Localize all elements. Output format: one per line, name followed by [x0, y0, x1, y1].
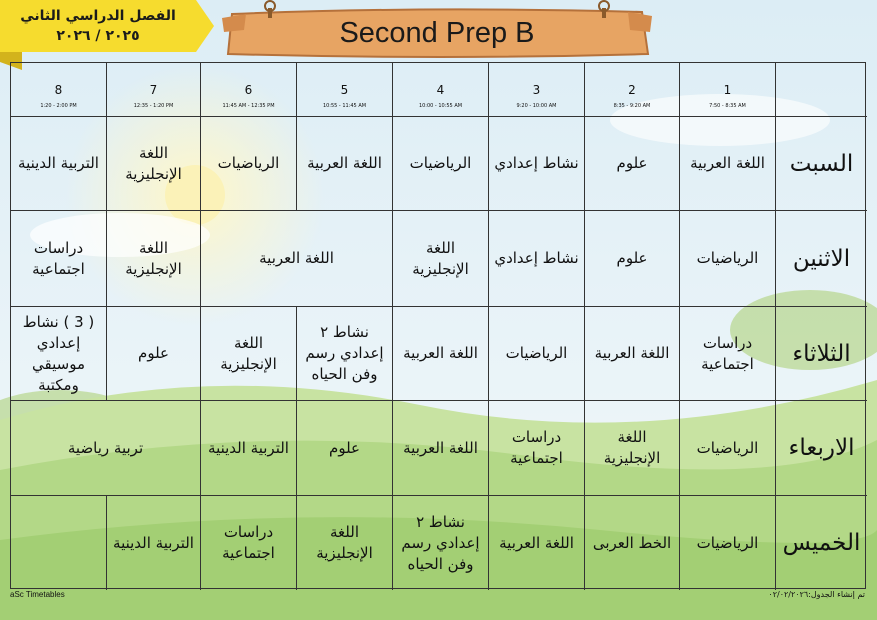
period-time: 12:35 - 1:20 PM	[133, 103, 174, 109]
period-number: 8	[54, 83, 63, 97]
lesson-cell: اللغة الإنجليزية	[107, 117, 201, 211]
lesson-cell: ( 3 ) نشاط إعدادي موسيقي ومكتبة	[11, 307, 107, 401]
footer-created-date: تم إنشاء الجدول:٠٢/٠٢/٢٠٢٦	[768, 590, 865, 599]
lesson-cell: الرياضيات	[201, 117, 297, 211]
period-time: 11:45 AM - 12:35 PM	[222, 103, 275, 109]
timetable-grid	[10, 62, 866, 589]
lesson-cell: علوم	[585, 211, 680, 307]
lesson-cell: اللغة العربية	[585, 307, 680, 401]
lesson-cell: علوم	[297, 401, 393, 496]
semester-label	[0, 6, 196, 46]
lesson-cell: دراسات اجتماعية	[11, 211, 107, 307]
lesson-cell: التربية الدينية	[11, 117, 107, 211]
lesson-cell: علوم	[585, 117, 680, 211]
lesson-cell	[11, 496, 107, 590]
lesson-cell: الخط العربى	[585, 496, 680, 590]
lesson-cell: دراسات اجتماعية	[680, 307, 776, 401]
day-label: الخميس	[782, 530, 861, 556]
lesson-cell: دراسات اجتماعية	[201, 496, 297, 590]
period-number: 2	[628, 83, 636, 97]
period-header	[297, 63, 393, 117]
period-header	[489, 63, 585, 117]
lesson-cell: اللغة الإنجليزية	[297, 496, 393, 590]
day-label: الاربعاء	[776, 401, 867, 496]
lesson-cell: اللغة العربية	[201, 211, 393, 307]
period-number: 1	[723, 83, 732, 97]
lesson-cell: اللغة الإنجليزية	[585, 401, 680, 496]
lesson-cell: الرياضيات	[680, 496, 776, 590]
academic-year: ٢٠٢٥ / ٢٠٢٦	[56, 28, 140, 44]
lesson-cell: اللغة العربية	[393, 401, 489, 496]
period-time: 10:00 - 10:55 AM	[418, 103, 463, 109]
lesson-cell: اللغة الإنجليزية	[201, 307, 297, 401]
semester-title: الفصل الدراسي الثاني	[20, 8, 176, 24]
day-label: الاثنين	[776, 211, 867, 307]
lesson-cell: تربية رياضية	[11, 401, 201, 496]
footer-brand: aSc Timetables	[10, 590, 65, 599]
corner-cell	[776, 63, 867, 117]
period-time: 9:20 - 10:00 AM	[516, 103, 557, 109]
lesson-cell: اللغة العربية	[680, 117, 776, 211]
day-label: الثلاثاء	[776, 307, 867, 401]
lesson-cell: نشاط ٢ إعدادي رسم وفن الحياه	[297, 307, 393, 401]
day-label: السبت	[776, 117, 867, 211]
period-number: 7	[149, 83, 158, 97]
lesson-cell: دراسات اجتماعية	[489, 401, 585, 496]
period-header	[201, 63, 297, 117]
lesson-cell: التربية الدينية	[201, 401, 297, 496]
lesson-cell: الرياضيات	[489, 307, 585, 401]
period-time: 1:20 - 2:00 PM	[40, 103, 77, 109]
lesson-cell: علوم	[107, 307, 201, 401]
lesson-cell: اللغة العربية	[489, 496, 585, 590]
lesson-cell: اللغة الإنجليزية	[393, 211, 489, 307]
period-number: 4	[436, 83, 445, 97]
period-header	[107, 63, 201, 117]
period-number: 3	[532, 83, 541, 97]
period-time: 10:55 - 11:45 AM	[322, 103, 367, 109]
class-title: Second Prep B	[339, 17, 535, 49]
lesson-cell: الرياضيات	[393, 117, 489, 211]
lesson-cell: نشاط ٢ إعدادي رسم وفن الحياه	[393, 496, 489, 590]
period-time: 8:35 - 9:20 AM	[613, 103, 651, 109]
period-time: 7:50 - 8:35 AM	[709, 103, 746, 109]
lesson-cell: الرياضيات	[680, 211, 776, 307]
lesson-cell: التربية الدينية	[107, 496, 201, 590]
period-header	[11, 63, 107, 117]
lesson-cell: نشاط إعدادي	[489, 117, 585, 211]
lesson-cell: اللغة العربية	[393, 307, 489, 401]
period-header	[585, 63, 680, 117]
lesson-cell: اللغة الإنجليزية	[107, 211, 201, 307]
lesson-cell: نشاط إعدادي	[489, 211, 585, 307]
period-number: 5	[340, 83, 349, 97]
lesson-cell: اللغة العربية	[297, 117, 393, 211]
period-header	[680, 63, 776, 117]
period-number: 6	[244, 83, 253, 97]
lesson-cell: الرياضيات	[680, 401, 776, 496]
period-header	[393, 63, 489, 117]
